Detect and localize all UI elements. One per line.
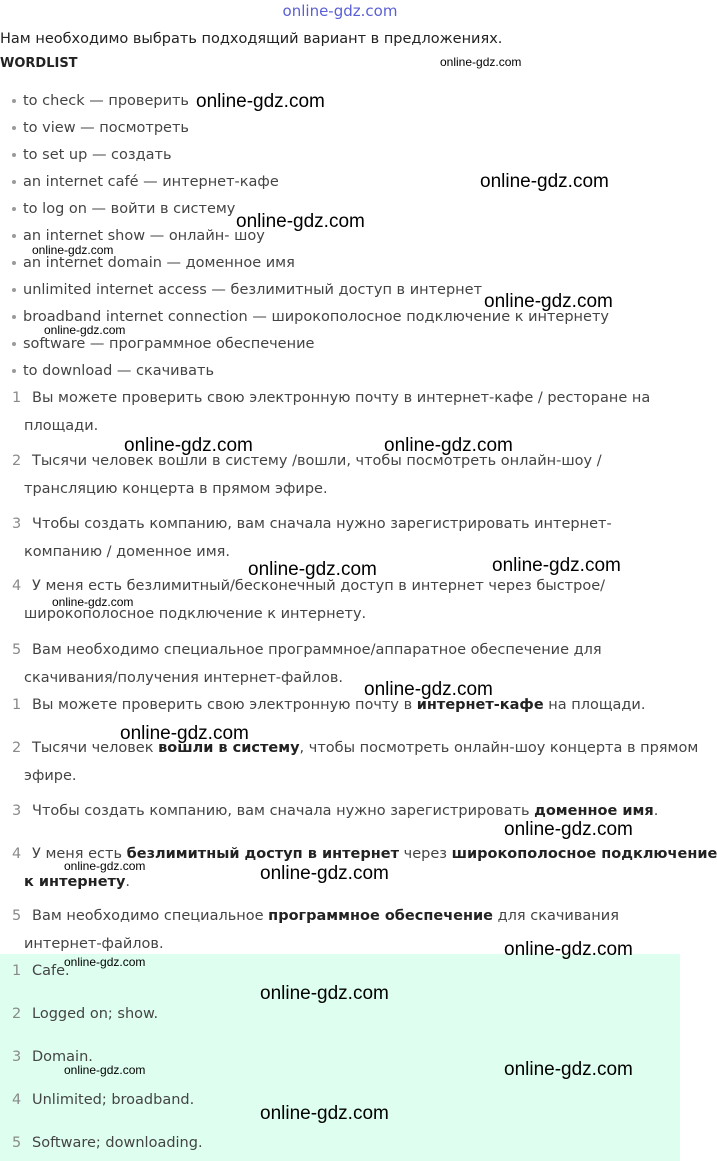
wordlist-item: broadband internet connection — широкополосное подключение к интернету [12,309,609,325]
bullet-icon [12,342,16,346]
sentence-number: 5 [12,642,22,658]
sentence-number: 4 [12,578,22,594]
sentence-line: к интернету. [24,874,131,890]
answer-number: 2 [12,1006,22,1022]
sentence-line: Чтобы создать компанию, вам сначала нужно зарегистрировать интернет- [32,516,612,532]
sentence-number: 4 [12,846,22,862]
answer-text: Cafe. [32,963,70,979]
wordlist-item: an internet café — интернет-кафе [12,174,279,190]
bullet-icon [12,234,16,238]
watermark: online-gdz.com [32,243,114,257]
wordlist-item: to set up — создать [12,147,172,163]
watermark: online-gdz.com [480,171,609,192]
intro-text: Нам необходимо выбрать подходящий вариант в предложениях. [0,31,503,47]
watermark: online-gdz.com [504,1059,633,1080]
bullet-icon [12,180,16,184]
wordlist-item: to log on — войти в систему [12,201,235,217]
sentence-number: 5 [12,908,22,924]
sentence-line: Вы можете проверить свою электронную почту в интернет-кафе / ресторане на [32,390,651,406]
sentence-line: эфире. [24,768,77,784]
answer-number: 4 [12,1092,22,1108]
bullet-icon [12,153,16,157]
sentence-number: 3 [12,803,22,819]
watermark: online-gdz.com [440,55,522,69]
answer-number: 1 [12,963,22,979]
answer-text: Unlimited; broadband. [32,1092,195,1108]
sentence-line: У меня есть безлимитный доступ в интернет через широкополосное подключение [32,846,717,862]
sentence-line: трансляцию концерта в прямом эфире. [24,481,328,497]
watermark: online-gdz.com [236,211,365,232]
site-title[interactable]: online-gdz.com [282,2,398,20]
wordlist-item: unlimited internet access — безлимитный доступ в интернет [12,282,482,298]
wordlist-heading: WORDLIST [0,56,78,71]
sentence-number: 2 [12,740,22,756]
sentence-line: скачивания/получения интернет-файлов. [24,670,344,686]
sentence-line: компанию / доменное имя. [24,544,230,560]
watermark: online-gdz.com [248,559,377,580]
wordlist-item: an internet show — онлайн- шоу [12,228,265,244]
bullet-icon [12,369,16,373]
bullet-icon [12,261,16,265]
sentence-line: Вам необходимо специальное программное/аппаратное обеспечение для [32,642,602,658]
wordlist-item: software — программное обеспечение [12,336,314,352]
watermark: online-gdz.com [504,939,633,960]
wordlist-item: to view — посмотреть [12,120,189,136]
bullet-icon [12,126,16,130]
answer-number: 3 [12,1049,22,1065]
sentence-line: Вы можете проверить свою электронную почту в интернет-кафе на площади. [32,697,646,713]
wordlist-item: an internet domain — доменное имя [12,255,295,271]
sentence-line: широкополосное подключение к интернету. [24,606,367,622]
sentence-number: 2 [12,453,22,469]
watermark: online-gdz.com [364,679,493,700]
watermark: online-gdz.com [120,723,249,744]
sentence-line: Тысячи человек вошли в систему, чтобы посмотреть онлайн-шоу концерта в прямом [32,740,699,756]
watermark: online-gdz.com [64,1063,146,1077]
watermark: online-gdz.com [260,863,389,884]
watermark: online-gdz.com [492,555,621,576]
wordlist-item: to download — скачивать [12,363,214,379]
bullet-icon [12,315,16,319]
sentence-line: интернет-файлов. [24,936,164,952]
sentence-number: 3 [12,516,22,532]
sentence-line: Чтобы создать компанию, вам сначала нужно зарегистрировать доменное имя. [32,803,659,819]
watermark: online-gdz.com [64,859,146,873]
bullet-icon [12,288,16,292]
sentence-line: площади. [24,418,99,434]
answer-text: Domain. [32,1049,93,1065]
answer-text: Software; downloading. [32,1135,203,1151]
watermark: online-gdz.com [260,1103,389,1124]
sentence-line: У меня есть безлимитный/бесконечный доступ в интернет через быстрое/ [32,578,606,594]
answer-number: 5 [12,1135,22,1151]
sentence-line: Вам необходимо специальное программное обеспечение для скачивания [32,908,619,924]
bullet-icon [12,207,16,211]
bullet-icon [12,99,16,103]
watermark: online-gdz.com [384,435,513,456]
watermark: online-gdz.com [52,595,134,609]
sentence-number: 1 [12,697,22,713]
watermark: online-gdz.com [124,435,253,456]
watermark: online-gdz.com [64,955,146,969]
watermark: online-gdz.com [196,91,325,112]
sentence-line: Тысячи человек вошли в систему /вошли, чтобы посмотреть онлайн-шоу / [32,453,602,469]
watermark: online-gdz.com [260,983,389,1004]
watermark: online-gdz.com [484,291,613,312]
answer-text: Logged on; show. [32,1006,159,1022]
wordlist-item: to check — проверить [12,93,189,109]
watermark: online-gdz.com [504,819,633,840]
watermark: online-gdz.com [44,323,126,337]
sentence-number: 1 [12,390,22,406]
